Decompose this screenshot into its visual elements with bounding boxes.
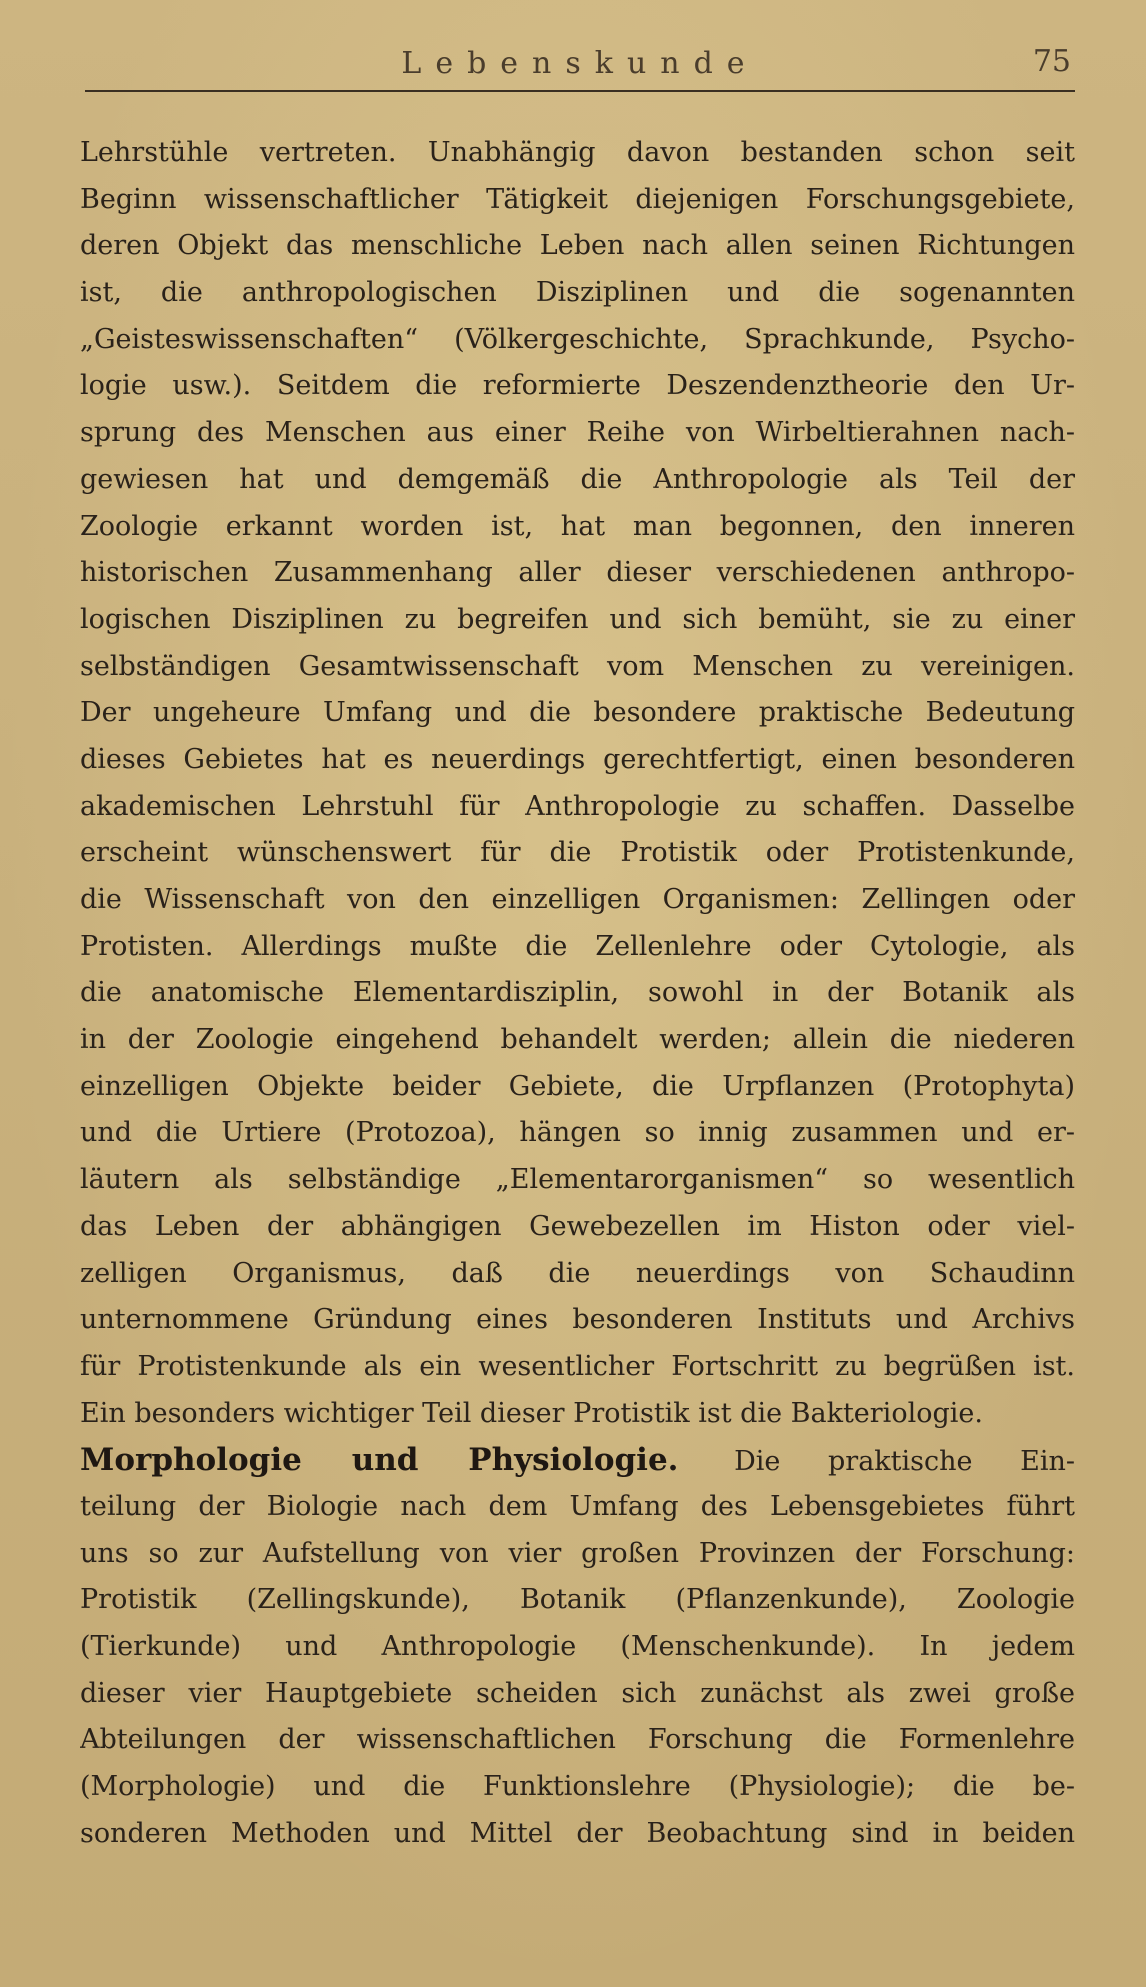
text-line: Beginn wissenschaftlicher Tätigkeit diejenigen Forschungsgebiete,	[80, 183, 1075, 215]
text-line: Der ungeheure Umfang und die besondere praktische Bedeutung	[80, 697, 1075, 729]
text-line: unternommene Gründung eines besonderen Instituts und Archivs	[80, 1304, 1075, 1336]
page-header	[85, 40, 1075, 92]
text-line: ist, die anthropologischen Disziplinen und die sogenannten	[80, 277, 1075, 309]
text-line: zelligen Organismus, daß die neuerdings von Schaudinn	[80, 1257, 1075, 1289]
section-heading: Morphologie und Physiologie.	[80, 1442, 679, 1479]
text-line: uns so zur Aufstellung von vier großen Provinzen der Forschung:	[80, 1537, 1075, 1569]
text-line: für Protistenkunde als ein wesentlicher Fortschritt zu begrüßen ist.	[80, 1350, 1075, 1382]
text-line: (Morphologie) und die Funktionslehre (Physiologie); die be-	[80, 1771, 1075, 1803]
text-line: selbständigen Gesamtwissenschaft vom Menschen zu vereinigen.	[80, 650, 1075, 682]
text-line: Ein besonders wichtiger Teil dieser Protistik ist die Bakteriologie.	[80, 1397, 983, 1429]
text-line: historischen Zusammenhang aller dieser verschiedenen anthropo-	[80, 557, 1075, 589]
text-line: Abteilungen der wissenschaftlichen Forschung die Formenlehre	[80, 1724, 1075, 1756]
text-line: Lehrstühle vertreten. Unabhängig davon bestanden schon seit	[80, 137, 1075, 168]
text-line: „Geisteswissenschaften“ (Völkergeschichte, Sprachkunde, Psycho-	[80, 323, 1075, 355]
text-line: Zoologie erkannt worden ist, hat man begonnen, den inneren	[80, 510, 1075, 542]
text-line: das Leben der abhängigen Gewebezellen im Histon oder viel-	[80, 1210, 1075, 1242]
text-line: akademischen Lehrstuhl für Anthropologie zu schaffen. Dasselbe	[80, 790, 1075, 822]
running-head: Lebenskunde	[401, 46, 759, 81]
text-line: dieser vier Hauptgebiete scheiden sich zunächst als zwei große	[80, 1677, 1075, 1709]
text-line: dieses Gebietes hat es neuerdings gerechtfertigt, einen besonderen	[80, 743, 1075, 775]
text-line: in der Zoologie eingehend behandelt werden; allein die niederen	[80, 1024, 1075, 1056]
text-line: logischen Disziplinen zu begreifen und sich bemüht, sie zu einer	[80, 603, 1075, 635]
text-line: läutern als selbständige „Elementarorganismen“ so wesentlich	[80, 1164, 1075, 1196]
text-line: logie usw.). Seitdem die reformierte Deszendenztheorie den Ur-	[80, 370, 1075, 402]
text-line: einzelligen Objekte beider Gebiete, die Urpflanzen (Protophyta)	[80, 1070, 1075, 1102]
text-line: deren Objekt das menschliche Leben nach allen seinen Richtungen	[80, 230, 1075, 262]
text-line: (Tierkunde) und Anthropologie (Menschenkunde). In jedem	[80, 1631, 1075, 1662]
text-line: sprung des Menschen aus einer Reihe von Wirbeltierahnen nach-	[80, 417, 1075, 449]
text-line: teilung der Biologie nach dem Umfang des Lebensgebietes führt	[80, 1490, 1075, 1522]
text-line: die anatomische Elementardisziplin, sowohl in der Botanik als	[80, 977, 1075, 1009]
heading-line-text: Die praktische Ein-	[734, 1446, 1075, 1478]
section-heading-line	[80, 1437, 1075, 1484]
page-number: 75	[1032, 44, 1071, 79]
text-line: Protisten. Allerdings mußte die Zellenlehre oder Cytologie, als	[80, 930, 1075, 962]
text-line: Protistik (Zellingskunde), Botanik (Pflanzenkunde), Zoologie	[80, 1584, 1075, 1616]
text-line: die Wissenschaft von den einzelligen Organismen: Zellingen oder	[80, 884, 1075, 915]
text-line: erscheint wünschenswert für die Protistik oder Protistenkunde,	[80, 837, 1075, 869]
body-text	[80, 130, 1075, 1857]
text-line: und die Urtiere (Protozoa), hängen so innig zusammen und er-	[80, 1117, 1075, 1149]
text-line: sonderen Methoden und Mittel der Beobachtung sind in beiden	[80, 1817, 1075, 1849]
text-line: gewiesen hat und demgemäß die Anthropologie als Teil der	[80, 463, 1075, 495]
